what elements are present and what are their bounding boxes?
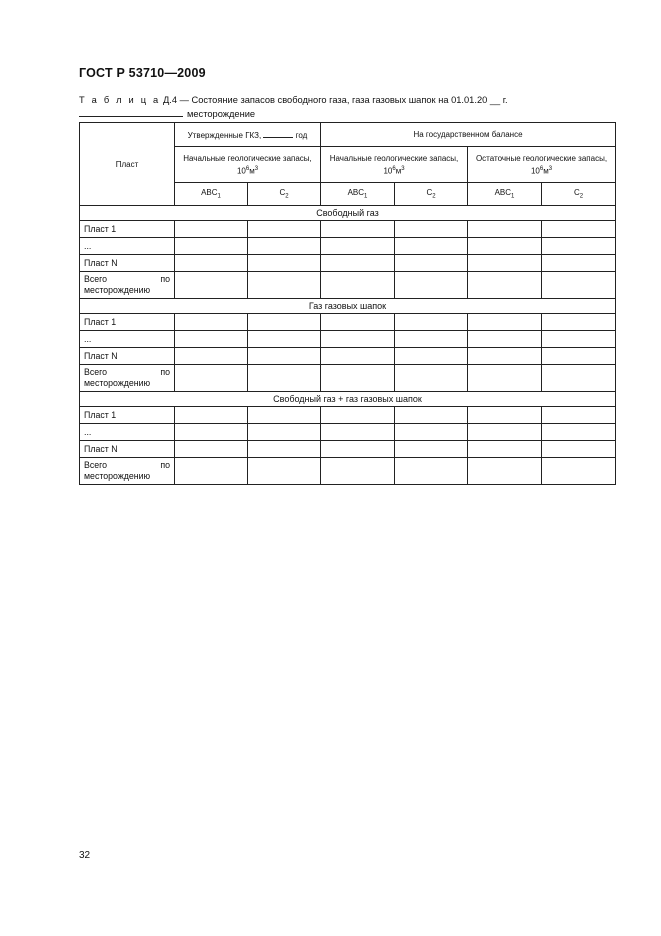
empty-cell — [321, 255, 395, 272]
row-label: Всего по месторождению — [80, 365, 175, 392]
empty-cell — [468, 331, 542, 348]
empty-cell — [468, 441, 542, 458]
empty-cell — [542, 365, 616, 392]
row-label: Пласт N — [80, 348, 175, 365]
field-name-blank — [79, 107, 183, 117]
empty-cell — [468, 255, 542, 272]
section-row — [80, 392, 616, 407]
empty-cell — [542, 314, 616, 331]
row-label: Всего по месторождению — [80, 272, 175, 299]
header-abc1: $ABC_1$ — [321, 183, 395, 206]
empty-cell — [395, 424, 468, 441]
empty-cell — [175, 238, 248, 255]
header-residual-balance: Остаточные геологические запасы, $10^6м^3$ — [468, 147, 616, 183]
empty-cell — [321, 424, 395, 441]
header-abc1: $ABC_1$ — [468, 183, 542, 206]
header-approved: Утвержденные ГКЗ, год — [175, 123, 321, 147]
empty-cell — [175, 365, 248, 392]
empty-cell — [175, 458, 248, 485]
empty-cell — [395, 441, 468, 458]
empty-cell — [321, 238, 395, 255]
table-row — [80, 314, 616, 331]
empty-cell — [542, 441, 616, 458]
row-label: Всего по месторождению — [80, 458, 175, 485]
table-row — [80, 272, 616, 299]
empty-cell — [542, 348, 616, 365]
empty-cell — [175, 272, 248, 299]
caption-title: Д.4 — Состояние запасов свободного газа, газа газовых шапок на 01.01.20 __ г. — [162, 95, 508, 105]
empty-cell — [248, 348, 321, 365]
row-label: ... — [80, 424, 175, 441]
caption-label: Т а б л и ц а — [79, 95, 161, 105]
row-label: Пласт 1 — [80, 314, 175, 331]
empty-cell — [321, 331, 395, 348]
empty-cell — [542, 458, 616, 485]
empty-cell — [321, 365, 395, 392]
empty-cell — [248, 255, 321, 272]
empty-cell — [542, 424, 616, 441]
section-row — [80, 206, 616, 221]
header-layer: Пласт — [80, 123, 175, 206]
empty-cell — [248, 458, 321, 485]
empty-cell — [248, 272, 321, 299]
empty-cell — [175, 255, 248, 272]
table-row — [80, 407, 616, 424]
header-state-balance: На государственном балансе — [321, 123, 616, 147]
empty-cell — [248, 331, 321, 348]
section-title: Свободный газ — [80, 206, 616, 221]
empty-cell — [395, 458, 468, 485]
empty-cell — [542, 407, 616, 424]
row-label: Пласт 1 — [80, 221, 175, 238]
empty-cell — [542, 221, 616, 238]
table-row — [80, 255, 616, 272]
empty-cell — [175, 441, 248, 458]
empty-cell — [395, 314, 468, 331]
row-label: Пласт N — [80, 441, 175, 458]
year-blank — [263, 129, 293, 138]
header-initial-approved: Начальные геологические запасы, $10^6м^3$ — [175, 147, 321, 183]
row-label: Пласт 1 — [80, 407, 175, 424]
table-row — [80, 331, 616, 348]
empty-cell — [248, 314, 321, 331]
table-row — [80, 221, 616, 238]
header-c2: $C_2$ — [542, 183, 616, 206]
table-row — [80, 238, 616, 255]
empty-cell — [321, 458, 395, 485]
table-row — [80, 458, 616, 485]
empty-cell — [248, 424, 321, 441]
empty-cell — [321, 272, 395, 299]
empty-cell — [468, 221, 542, 238]
empty-cell — [175, 221, 248, 238]
empty-cell — [395, 272, 468, 299]
row-label: Пласт N — [80, 255, 175, 272]
empty-cell — [468, 365, 542, 392]
section-title: Газ газовых шапок — [80, 299, 616, 314]
empty-cell — [175, 348, 248, 365]
empty-cell — [395, 331, 468, 348]
caption-field-suffix: месторождение — [187, 109, 256, 119]
empty-cell — [321, 407, 395, 424]
header-c2: $C_2$ — [248, 183, 321, 206]
empty-cell — [468, 348, 542, 365]
empty-cell — [395, 365, 468, 392]
empty-cell — [395, 407, 468, 424]
empty-cell — [468, 407, 542, 424]
empty-cell — [542, 255, 616, 272]
empty-cell — [468, 272, 542, 299]
empty-cell — [175, 424, 248, 441]
empty-cell — [542, 272, 616, 299]
empty-cell — [395, 255, 468, 272]
row-label: ... — [80, 331, 175, 348]
header-initial-balance: Начальные геологические запасы, $10^6м^3$ — [321, 147, 468, 183]
empty-cell — [395, 221, 468, 238]
empty-cell — [395, 348, 468, 365]
table-row — [80, 424, 616, 441]
header-abc1: $ABC_1$ — [175, 183, 248, 206]
empty-cell — [248, 441, 321, 458]
section-row — [80, 299, 616, 314]
empty-cell — [248, 365, 321, 392]
empty-cell — [248, 221, 321, 238]
empty-cell — [468, 424, 542, 441]
empty-cell — [468, 458, 542, 485]
empty-cell — [542, 238, 616, 255]
empty-cell — [468, 314, 542, 331]
row-label: ... — [80, 238, 175, 255]
table-caption — [79, 94, 619, 121]
page-number: 32 — [79, 850, 91, 861]
section-title: Свободный газ + газ газовых шапок — [80, 392, 616, 407]
empty-cell — [321, 314, 395, 331]
empty-cell — [321, 221, 395, 238]
empty-cell — [321, 441, 395, 458]
empty-cell — [175, 407, 248, 424]
empty-cell — [248, 238, 321, 255]
empty-cell — [321, 348, 395, 365]
document-code: ГОСТ Р 53710—2009 — [79, 66, 206, 80]
empty-cell — [468, 238, 542, 255]
empty-cell — [542, 331, 616, 348]
reserves-table — [79, 122, 616, 485]
header-c2: $C_2$ — [395, 183, 468, 206]
table-row — [80, 441, 616, 458]
table-row — [80, 348, 616, 365]
empty-cell — [248, 407, 321, 424]
empty-cell — [175, 314, 248, 331]
empty-cell — [395, 238, 468, 255]
table-row — [80, 365, 616, 392]
empty-cell — [175, 331, 248, 348]
